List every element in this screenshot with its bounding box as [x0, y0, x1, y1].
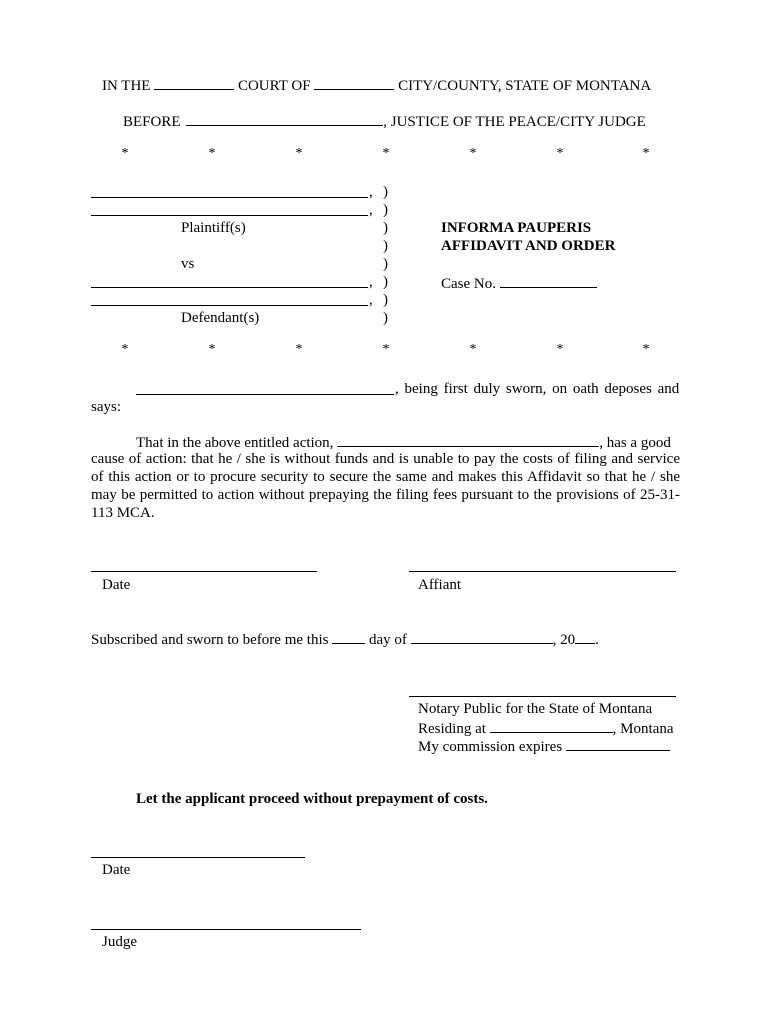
notary-title: Notary Public for the State of Montana: [418, 701, 653, 717]
star: *: [556, 146, 564, 161]
plaintiff-name-line-2[interactable]: [91, 215, 368, 216]
affiant-name-line[interactable]: [136, 394, 394, 395]
date-signature-line[interactable]: [91, 571, 317, 572]
year-blank[interactable]: [575, 629, 595, 644]
residing-label: Residing at: [418, 721, 486, 737]
star: *: [469, 146, 477, 161]
star: *: [208, 342, 216, 357]
judge-signature-line[interactable]: [91, 929, 361, 930]
defendant-name-line-2[interactable]: [91, 305, 368, 306]
commission-blank[interactable]: [566, 736, 670, 751]
paren: ): [383, 292, 388, 308]
plaintiffs-label: Plaintiff(s): [181, 220, 246, 236]
action-line-start: [136, 432, 671, 452]
star: *: [295, 342, 303, 357]
comma: ,: [369, 184, 373, 200]
defendants-label: Defendant(s): [181, 310, 260, 326]
before-label: BEFORE: [123, 114, 181, 130]
court-of-label: COURT OF: [237, 78, 311, 94]
year-prefix: , 20: [552, 632, 576, 648]
document-title-line-1: INFORMA PAUPERIS: [441, 220, 592, 236]
affiant-signature-line[interactable]: [409, 571, 676, 572]
judge-heading: [123, 111, 646, 131]
sworn-text: , being first duly sworn, on oath deposes and: [395, 381, 680, 397]
affidavit-paragraph: cause of action: that he / she is without funds and is unable to pay the costs of filing and service of this action or to procure security to secure the same and makes this Affidavit so that he / she may be permitted to action without prepaying the filing fees pursuant to the provisions of 25-31-113 MCA.: [91, 451, 680, 521]
in-the-label: IN THE: [102, 78, 151, 94]
day-of-text: day of: [368, 632, 407, 648]
comma: ,: [369, 274, 373, 290]
paren: ): [383, 202, 388, 218]
city-state-label: CITY/COUNTY, STATE OF MONTANA: [398, 78, 652, 94]
vs-label: vs: [181, 256, 195, 272]
star: *: [642, 146, 650, 161]
case-number-blank[interactable]: [500, 273, 597, 288]
defendant-name-line-1[interactable]: [91, 287, 368, 288]
month-blank[interactable]: [411, 629, 553, 644]
montana-label: , Montana: [612, 721, 674, 737]
court-location-blank[interactable]: [314, 75, 394, 90]
case-number: [441, 273, 597, 293]
order-date-line[interactable]: [91, 857, 305, 858]
date-label: Date: [102, 577, 131, 593]
star: *: [642, 342, 650, 357]
paren: ): [383, 310, 388, 326]
star: *: [382, 146, 390, 161]
comma: ,: [369, 292, 373, 308]
period: .: [595, 632, 599, 648]
justice-label: , JUSTICE OF THE PEACE/CITY JUDGE: [383, 114, 646, 130]
notary-signature-line[interactable]: [409, 696, 676, 697]
has-good-text: , has a good: [599, 435, 671, 451]
star: *: [121, 342, 129, 357]
action-intro: That in the above entitled action,: [136, 435, 334, 451]
order-date-label: Date: [102, 862, 131, 878]
subscribed-text: Subscribed and sworn to before me this: [91, 632, 329, 648]
plaintiff-name-line-1[interactable]: [91, 197, 368, 198]
notary-commission: [418, 736, 670, 756]
court-heading: [102, 75, 651, 95]
commission-label: My commission expires: [418, 739, 563, 755]
paren: ): [383, 184, 388, 200]
star: *: [208, 146, 216, 161]
paren: ): [383, 256, 388, 272]
subscribed-sworn-line: [91, 629, 599, 649]
affiant-label: Affiant: [418, 577, 462, 593]
notary-residing: [418, 718, 674, 738]
says-label: says:: [91, 399, 121, 415]
star: *: [295, 146, 303, 161]
document-title-line-2: AFFIDAVIT AND ORDER: [441, 238, 616, 254]
action-name-blank[interactable]: [337, 432, 599, 447]
paren: ): [383, 238, 388, 254]
paren: ): [383, 274, 388, 290]
day-blank[interactable]: [332, 629, 365, 644]
residing-blank[interactable]: [490, 718, 613, 733]
comma: ,: [369, 202, 373, 218]
star: *: [469, 342, 477, 357]
star: *: [121, 146, 129, 161]
court-name-blank[interactable]: [154, 75, 234, 90]
paren: ): [383, 220, 388, 236]
judge-name-blank[interactable]: [186, 111, 383, 126]
order-text: Let the applicant proceed without prepayment of costs.: [136, 791, 488, 807]
judge-label: Judge: [102, 934, 137, 950]
star: *: [556, 342, 564, 357]
case-no-label: Case No.: [441, 276, 496, 292]
star: *: [382, 342, 390, 357]
